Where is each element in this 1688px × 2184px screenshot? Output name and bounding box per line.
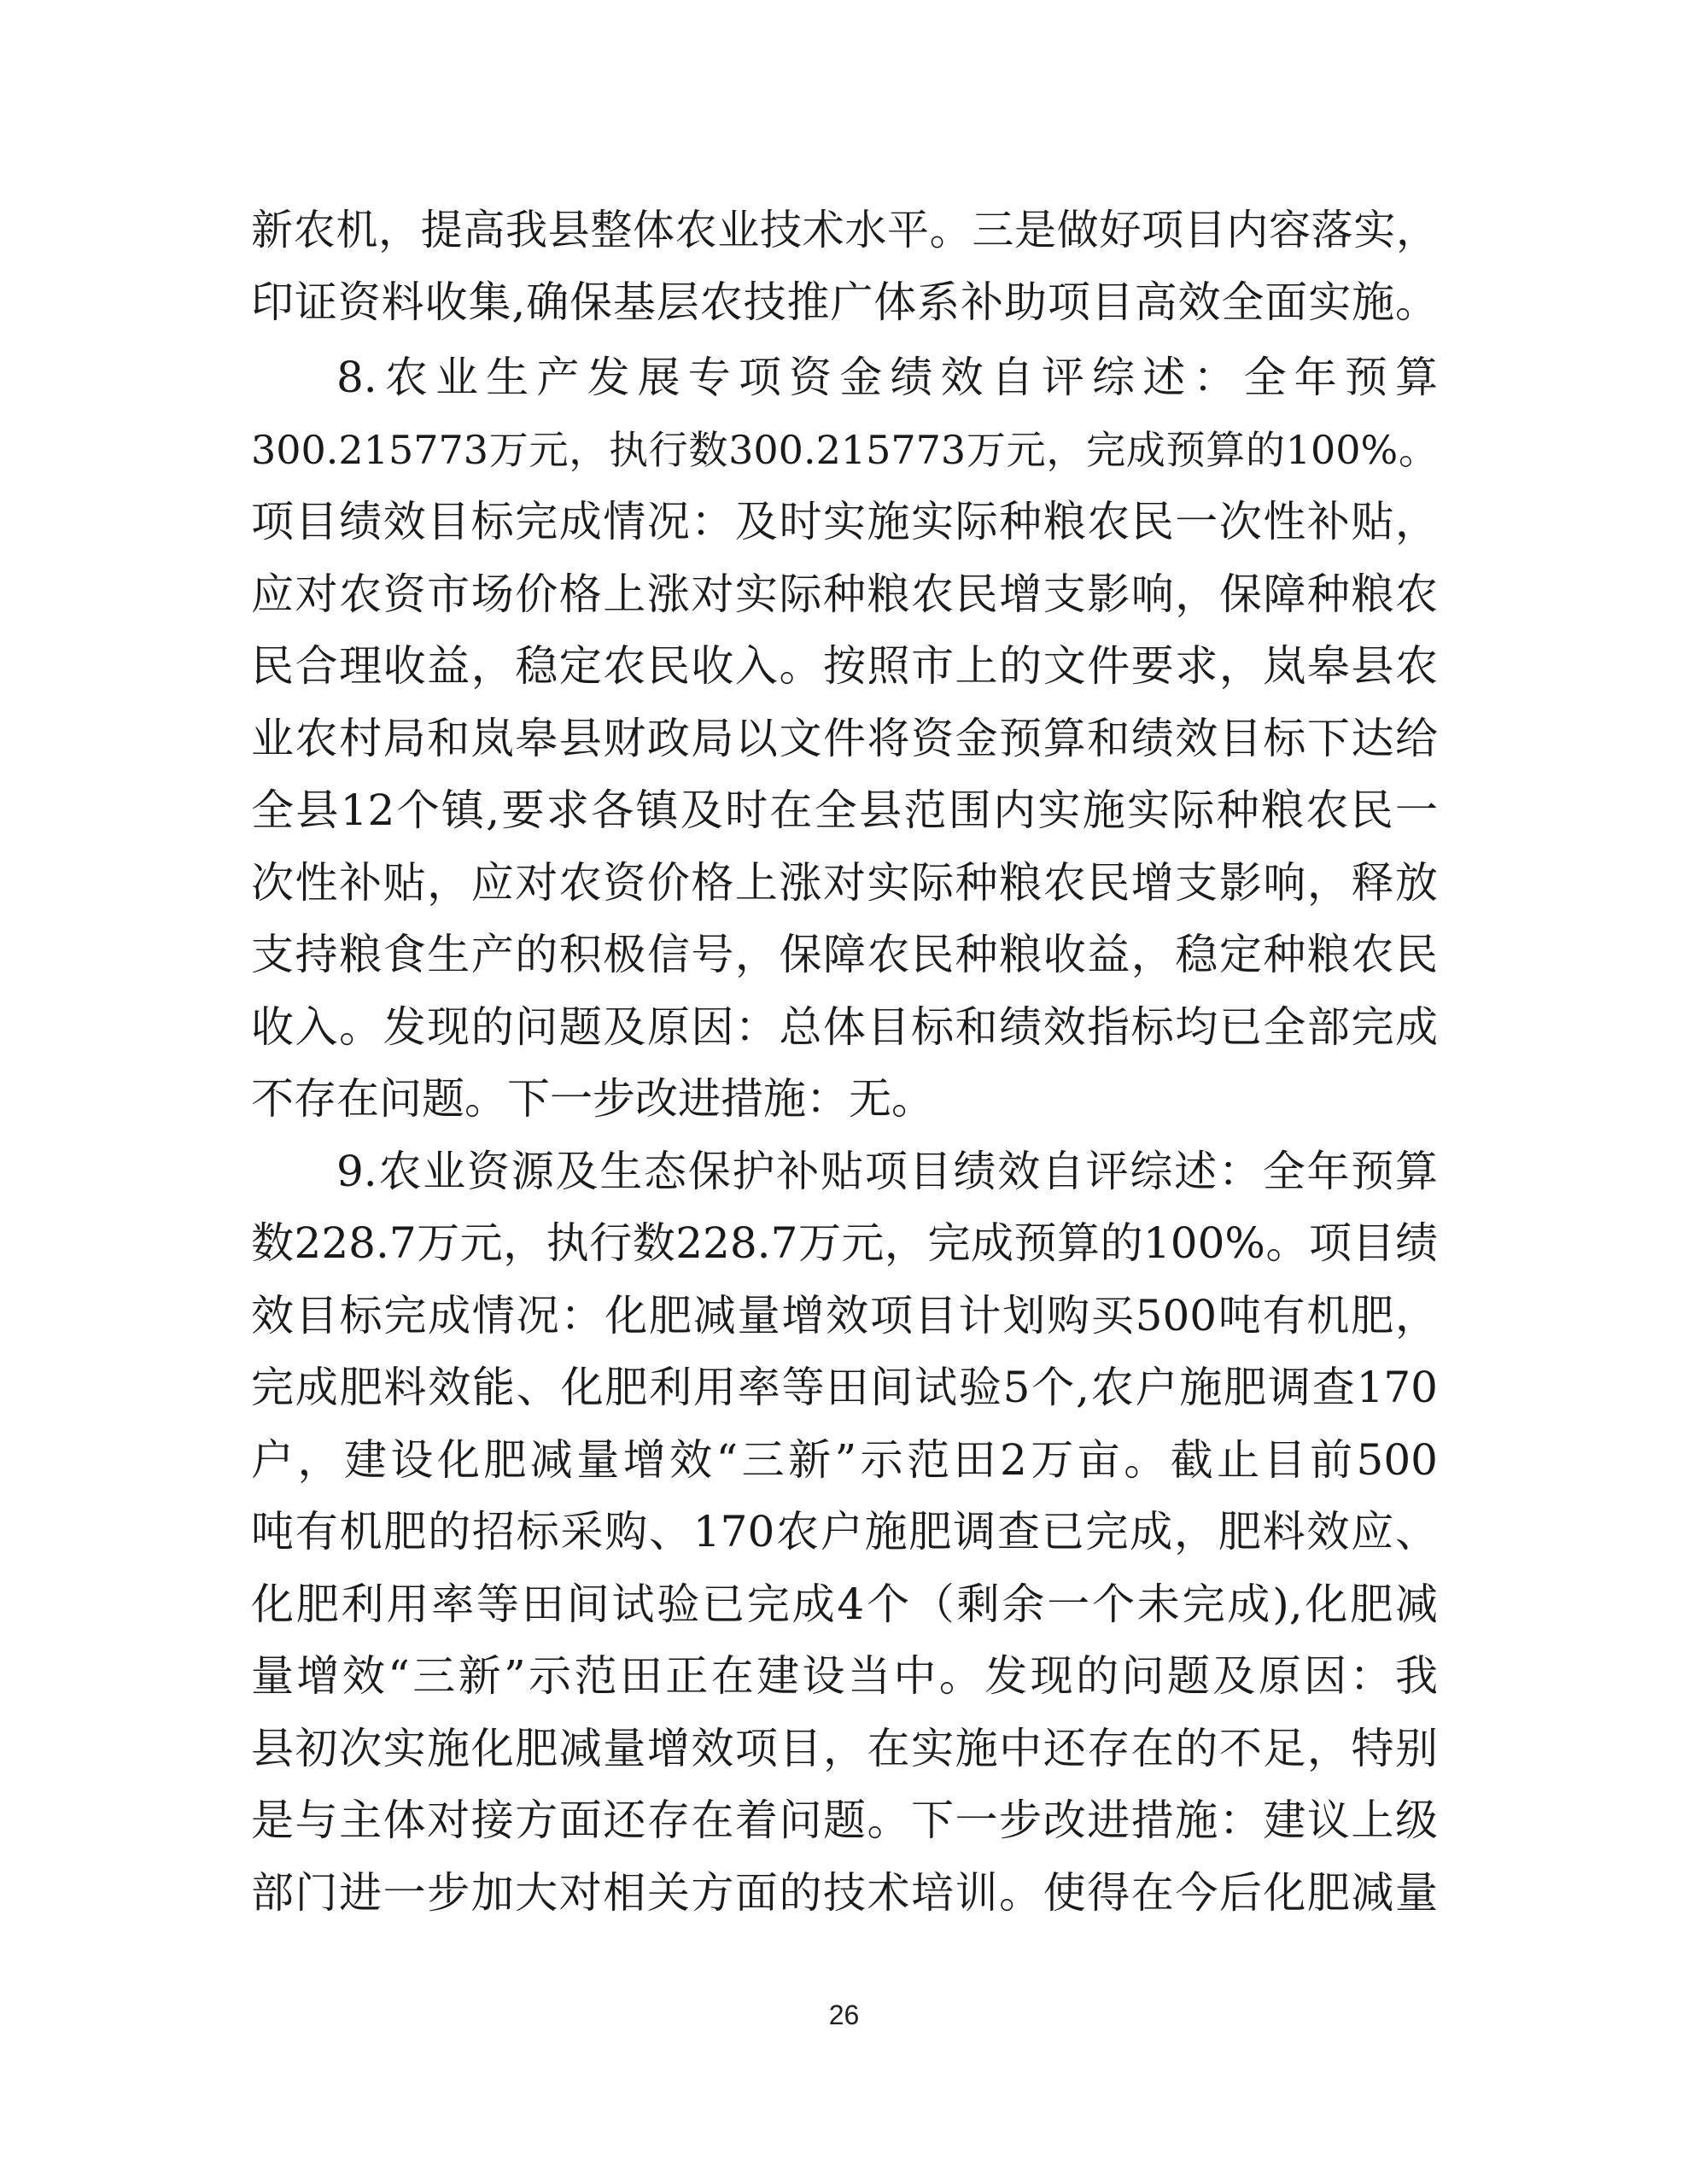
text-line: 应对农资市场价格上涨对实际种粮农民增支影响，保障种粮农 bbox=[251, 569, 1438, 619]
text-line: 项目绩效目标完成情况：及时实施实际种粮农民一次性补贴， bbox=[251, 497, 1438, 546]
text-line: 部门进一步加大对相关方面的技术培训。使得在今后化肥减量 bbox=[251, 1868, 1438, 1918]
paragraph-8-heading-line: 8.农业生产发展专项资金绩效自评综述：全年预算 bbox=[336, 353, 1438, 402]
text-line: 收入。发现的问题及原因：总体目标和绩效指标均已全部完成 bbox=[251, 1002, 1438, 1052]
text-line: 县初次实施化肥减量增效项目，在实施中还存在的不足，特别 bbox=[251, 1724, 1438, 1773]
text-line: 是与主体对接方面还存在着问题。下一步改进措施：建议上级 bbox=[251, 1796, 1438, 1845]
text-line: 印证资料收集,确保基层农技推广体系补助项目高效全面实施。 bbox=[251, 277, 1438, 327]
text-line: 300.215773万元，执行数300.215773万元，完成预算的100%。 bbox=[251, 427, 1438, 473]
text-line: 新农机，提高我县整体农业技术水平。三是做好项目内容落实， bbox=[251, 206, 1438, 254]
page-number: 26 bbox=[828, 2000, 860, 2030]
text-line: 化肥利用率等田间试验已完成4个（剩余一个未完成),化肥减 bbox=[251, 1580, 1438, 1629]
text-line: 户，建设化肥减量增效“三新”示范田2万亩。截止目前500 bbox=[251, 1435, 1438, 1485]
text-line: 次性补贴，应对农资价格上涨对实际种粮农民增支影响，释放 bbox=[251, 858, 1438, 908]
text-line: 数228.7万元，执行数228.7万元，完成预算的100%。项目绩 bbox=[251, 1218, 1438, 1268]
text-line: 吨有机肥的招标采购、170农户施肥调查已完成，肥料效应、 bbox=[251, 1507, 1438, 1556]
text-line: 量增效“三新”示范田正在建设当中。发现的问题及原因：我 bbox=[251, 1651, 1438, 1701]
text-line: 效目标完成情况：化肥减量增效项目计划购买500吨有机肥， bbox=[251, 1291, 1438, 1340]
text-line: 业农村局和岚皋县财政局以文件将资金预算和绩效目标下达给 bbox=[251, 714, 1438, 763]
text-line: 不存在问题。下一步改进措施：无。 bbox=[251, 1074, 934, 1124]
paragraph-9-heading-line: 9.农业资源及生态保护补贴项目绩效自评综述：全年预算 bbox=[336, 1147, 1438, 1196]
text-line: 完成肥料效能、化肥利用率等田间试验5个,农户施肥调查170 bbox=[251, 1363, 1438, 1412]
text-line: 民合理收益，稳定农民收入。按照市上的文件要求，岚皋县农 bbox=[251, 641, 1438, 691]
text-line: 全县12个镇,要求各镇及时在全县范围内实施实际种粮农民一 bbox=[251, 785, 1438, 835]
text-line: 支持粮食生产的积极信号，保障农民种粮收益，稳定种粮农民 bbox=[251, 930, 1438, 979]
